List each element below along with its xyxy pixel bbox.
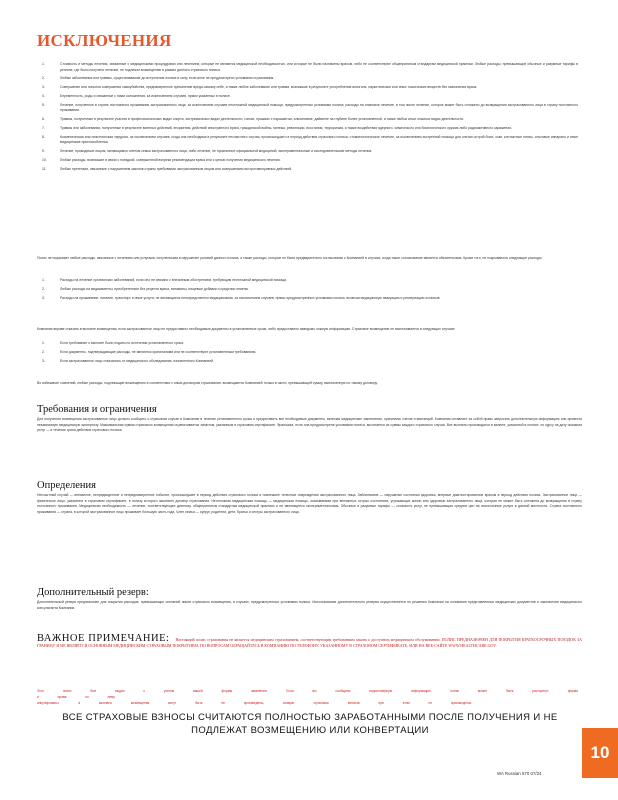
exclusion-item-number: 9. — [42, 149, 45, 154]
exclusion-item-number: 5. — [42, 102, 45, 107]
paragraph-exclusions-note: Полис не покрывает любые расходы, связанные с лечением или услугами, полученными в нарушение условий данного полиса, а также расходы, которые не были предварительно согласованы с Компанией в случаях, когда такое согласование является обязательным. Кроме того, не покрываются следующие расходы: — [37, 256, 543, 260]
warning-line: Этот полис был выдан с учетом вашей формы заявления. Если вы сообщили недостоверную информацию, полис может быть расторгнут, форма и права по нему — [37, 689, 578, 699]
premium-statement-line: ВСЕ СТРАХОВЫЕ ВЗНОСЫ СЧИТАЮТСЯ ПОЛНОСТЬЮ ЗАРАБОТАННЫМИ ПОСЛЕ ПОЛУЧЕНИЯ И НЕ — [62, 712, 558, 723]
exclusion-item — [42, 135, 578, 146]
important-note-text: Настоящий полис страхования не является медицинским страхованием, соответствующим требованиям закона о доступном медицинском обслуживании. ПОЛИС ПРЕДНАЗНАЧЕН ДЛЯ ПОКРЫТИЯ КРАТКОСРОЧНЫХ ПОЕЗДОК ЗА ГРАНИЦУ И НЕ ЯВЛЯЕТСЯ ОСНОВНЫМ МЕДИЦИНСКИМ СТРАХОВЫМ ПОКРЫТИЕМ. ПО ВОПРОСАМ ОБРАЩАЙТЕСЬ В КОМПАНИЮ ПО ТЕЛЕФОНУ, УКАЗАННОМУ В СТРАХОВОМ СЕРТИФИКАТЕ, ИЛИ НА ВЕБ-САЙТЕ WWW.HEALTHCARE.GOV. — [37, 637, 582, 648]
important-note-label: ВАЖНОЕ ПРИМЕЧАНИЕ: — [37, 633, 170, 644]
section-heading-definitions: Определения — [37, 480, 96, 491]
exclusion-item-number: 7. — [42, 125, 45, 130]
excluded-expense-item-text: Расходы на проживание, питание, транспорт и иные услуги, не являющиеся непосредственно медицинскими, за исключением случаев, прямо предусмотренных условиями полиса, включая медицинскую эвакуацию и репатриацию останков. — [60, 295, 441, 300]
claim-denial-list — [42, 341, 578, 367]
exclusion-item — [42, 94, 578, 100]
excluded-expense-item-text: Расходы на лечение хронических заболеваний, если оно не связано с внезапным обострением, требующим неотложной медицинской помощи. — [60, 278, 288, 282]
paragraph-claim-denial: Компания вправе отказать в выплате возмещения, если застрахованное лицо не предоставило необходимые документы в установленные сроки, либо предоставило заведомо ложную информацию. Страховое возмещение не выплачивается в следующих случаях: — [37, 327, 456, 331]
exclusion-item-text: Любые заболевания или травмы, существовавшие до вступления полиса в силу, если иное не предусмотрено условиями страхования. — [60, 76, 275, 81]
exclusion-item-text: Травмы или заболевания, полученные в результате военных действий, вторжения, действий иностранного врага, гражданской войны, мятежа, революции, восстания, терроризма, а также воздействия ядерного, химического или биологического оружия либо радиоактивного заражения. — [60, 125, 512, 130]
exclusion-item-number: 6. — [42, 117, 45, 122]
claim-denial-item — [42, 359, 578, 365]
section-heading-reserve: Дополнительный резерв: — [37, 587, 149, 598]
section-heading-requirements: Требования и ограничения — [37, 404, 157, 415]
claim-denial-item-number: 1. — [42, 341, 45, 345]
claim-denial-item — [42, 350, 578, 356]
exclusion-item-text: Травмы, полученные в результате участия в профессиональных видах спорта, экстремальных видах деятельности, гонках, прыжках с парашютом, альпинизме, дайвинге на глубине более установленной, а также любых иных опасных видах деятельности. — [60, 117, 465, 122]
exclusion-item — [42, 149, 578, 155]
claim-denial-item-text: Если застрахованное лицо отказалось от медицинского обследования, назначенного Компанией. — [60, 358, 214, 363]
exclusion-item — [42, 85, 578, 91]
exclusions-list — [42, 62, 578, 175]
exclusion-item-number: 4. — [42, 93, 45, 98]
excluded-expenses-list — [42, 278, 578, 304]
excluded-expense-item-number: 1. — [42, 278, 45, 282]
excluded-expense-item-number: 2. — [42, 286, 45, 291]
excluded-expense-item — [42, 287, 578, 293]
exclusion-item — [42, 167, 578, 173]
section-text-requirements: Для получения возмещения застрахованное лицо должно сообщить о страховом случае в Компанию в течение установленного срока и предоставить все необходимые документы, включая медицинские заключения, оригиналы счетов и квитанций. Компания оставляет за собой право запросить дополнительную информацию или провести независимую медицинскую экспертизу. Максимальная сумма страхового возмещения ограничивается лимитом, указанным в страховом сертификате. Франшиза, если она предусмотрена условиями полиса, вычитается из суммы каждого страхового случая. Все выплаты производятся в валюте, указанной в полисе, по курсу на дату оказания услуг — в течение срока действия страхового полиса. — [37, 417, 582, 433]
exclusion-item-text: Лечение, проводимое лицом, являющимся членом семьи застрахованного лица, либо лечение, не признанное официальной медициной; экспериментальные и исследовательские методы лечения. — [60, 149, 373, 154]
paragraph-other-insurance: Во избежание сомнений, любые расходы, подлежащие возмещению в соответствии с иным договором страхования, возмещаются Компанией только в части, превышающей сумму, выплаченную по такому договору. — [37, 381, 378, 385]
exclusion-item-text: Беременность, роды и связанные с ними осложнения, за исключением случаев, прямо указанных в полисе. — [60, 93, 231, 98]
misrepresentation-warning — [37, 688, 582, 706]
exclusion-item-number: 8. — [42, 134, 45, 139]
exclusion-item-number: 11. — [42, 166, 47, 171]
claim-denial-item — [42, 341, 578, 347]
premium-statement-line: ПОДЛЕЖАТ ВОЗМЕЩЕНИЮ ИЛИ КОНВЕРТАЦИИ — [191, 725, 429, 736]
claim-denial-item-number: 3. — [42, 358, 45, 363]
exclusion-item-number: 2. — [42, 76, 45, 81]
excluded-expense-item — [42, 278, 578, 284]
exclusion-item-number: 10. — [42, 157, 47, 162]
exclusion-item-text: Любые расходы, возникшие в связи с поездкой, совершенной вопреки рекомендации врача или с целью получения медицинского лечения. — [60, 157, 281, 162]
premium-statement — [60, 711, 560, 737]
claim-denial-item-number: 2. — [42, 349, 45, 354]
exclusion-item-text: Стоимость и методы лечения, связанные с медицинскими процедурами или лечением, которые не являются медицинской необходимостью, или которые не были назначены врачом, либо не соответствуют общепринятым стандартам медицинской практики. Любые расходы, превышающие обычные и разумные тарифы в регионе, где было получено лечение, не подлежат возмещению в рамках данного страхового полиса. — [60, 62, 578, 72]
page-title: ИСКЛЮЧЕНИЯ — [37, 31, 172, 50]
excluded-expense-item-text: Любые расходы на медикаменты, приобретенные без рецепта врача, витамины, пищевые добавки и средства гигиены. — [60, 286, 250, 291]
exclusion-item-text: Любые претензии, связанные с нарушением законов страны пребывания застрахованным лицом или совершением им противоправных действий. — [60, 166, 293, 171]
claim-denial-item-text: Если документы, подтверждающие расходы, не являются оригиналами или не соответствуют установленным требованиям. — [60, 349, 257, 354]
exclusion-item-text: Косметическая или пластическая хирургия, за исключением случаев, когда она необходима в результате несчастного случая, произошедшего в период действия страхового полиса; стоматологическое лечение, за исключением экстренной помощи для снятия острой боли; очки, контактные линзы, слуховые аппараты и иные медицинские приспособления. — [60, 134, 578, 145]
section-text-reserve: Дополнительный резерв предназначен для покрытия расходов, превышающих основной лимит страхового возмещения, в случаях, предусмотренных условиями полиса. Использование дополнительного резерва осуществляется по решению Компании на основании представленных медицинских документов и заключения медицинского консультанта Компании. — [37, 600, 582, 610]
exclusion-item-text: Совершение или попытка совершения самоубийства, преднамеренное причинение вреда самому себе, а также любое заболевание или травма, возникшие в результате употребления алкоголя, наркотических или иных токсических веществ без назначения врача. — [60, 85, 478, 90]
exclusion-item — [42, 103, 578, 114]
section-text-definitions: Несчастный случай — внезапное, непредвиденное и непреднамеренное событие, произошедшее в период действия страхового полиса и повлекшее телесные повреждения застрахованного лица. Заболевание — нарушение состояния здоровья, впервые диагностированное врачом в период действия полиса. Застрахованное лицо — физическое лицо, указанное в страховом сертификате, в пользу которого заключен договор страхования. Неотложная медицинская помощь — медицинская помощь, оказываемая при внезапных острых состояниях, угрожающих жизни или здоровью застрахованного лица, которая не может быть отложена до возвращения в страну постоянного проживания. Медицинская необходимость — лечение, соответствующее диагнозу, общепринятым стандартам медицинской практики и не являющееся экспериментальным. Обычные и разумные тарифы — стоимость услуг, не превышающая средних цен на аналогичные услуги в данной местности. Страна постоянного проживания — страна, в которой застрахованное лицо проживает большую часть года. Член семьи — супруг, родители, дети, братья и сестры застрахованного лица. — [37, 493, 582, 514]
form-code: WA Russian 570 07/24 — [497, 771, 542, 776]
exclusion-item — [42, 158, 578, 164]
excluded-expense-item-number: 3. — [42, 295, 45, 300]
exclusion-item-number: 3. — [42, 85, 45, 90]
exclusion-item — [42, 126, 578, 132]
exclusion-item — [42, 76, 578, 82]
page-number-badge — [582, 728, 618, 778]
important-note — [37, 633, 582, 649]
warning-line: аннулированы, а выплаты возмещения могут быть не произведены, возврат страховых взносов при этом не производится. — [37, 701, 473, 705]
page-number: 10 — [590, 743, 610, 762]
exclusion-item-text: Лечение, полученное в стране постоянного проживания застрахованного лица, за исключением случаев неотложной медицинской помощи, предусмотренных условиями полиса; расходы на плановое лечение, в том числе лечение, которое может быть отложено до возвращения застрахованного лица в страну постоянного проживания. — [60, 102, 578, 113]
exclusion-item-number: 1. — [42, 62, 45, 66]
claim-denial-item-text: Если требование о выплате было подано по истечении установленного срока. — [60, 341, 184, 345]
exclusion-item — [42, 117, 578, 123]
exclusion-item — [42, 62, 578, 73]
excluded-expense-item — [42, 296, 578, 302]
